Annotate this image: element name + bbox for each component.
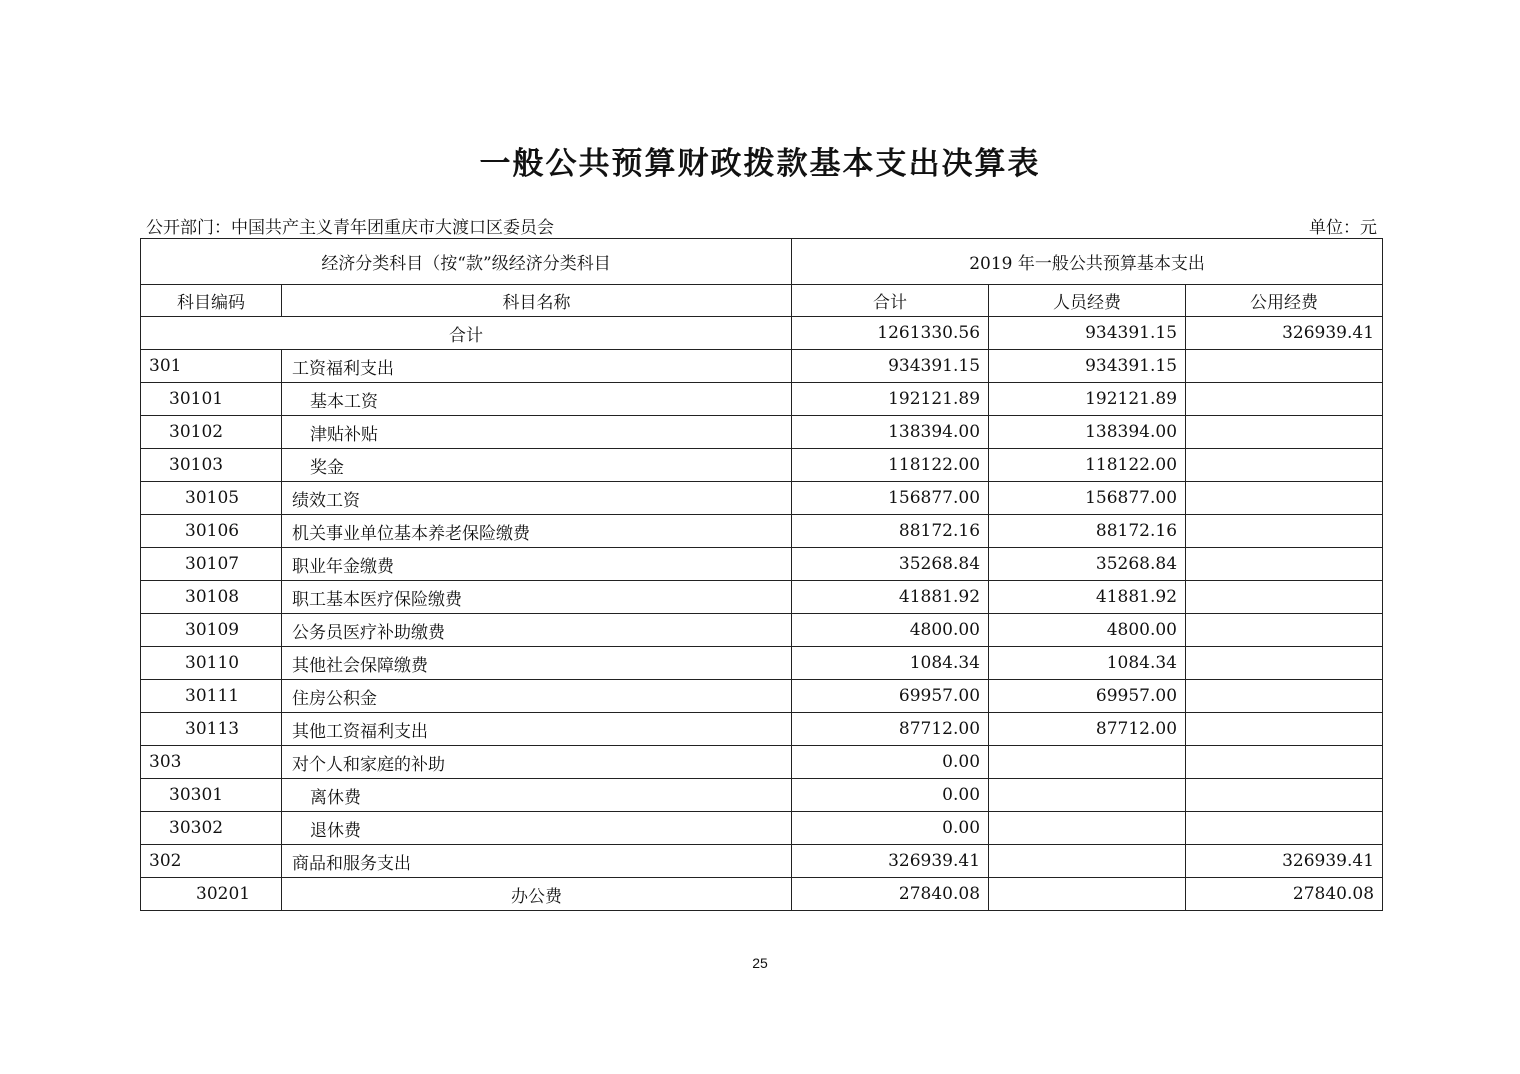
row-personnel: 192121.89 (989, 383, 1186, 416)
row-total: 1084.34 (792, 647, 989, 680)
row-public (1186, 713, 1383, 746)
row-total: 0.00 (792, 779, 989, 812)
header-code: 科目编码 (141, 285, 282, 317)
row-public (1186, 515, 1383, 548)
row-personnel: 138394.00 (989, 416, 1186, 449)
row-personnel: 35268.84 (989, 548, 1186, 581)
row-total: 0.00 (792, 812, 989, 845)
row-total: 4800.00 (792, 614, 989, 647)
row-name: 职业年金缴费 (282, 548, 792, 581)
row-code: 30109 (141, 614, 282, 647)
table-row (141, 878, 1383, 911)
row-name: 绩效工资 (282, 482, 792, 515)
header-2019-basic-expenditure: 2019 年一般公共预算基本支出 (792, 239, 1383, 285)
row-code: 30105 (141, 482, 282, 515)
row-name: 其他工资福利支出 (282, 713, 792, 746)
row-public (1186, 680, 1383, 713)
row-name: 住房公积金 (282, 680, 792, 713)
row-total: 88172.16 (792, 515, 989, 548)
row-code: 30101 (141, 383, 282, 416)
row-name: 津贴补贴 (282, 416, 792, 449)
row-total: 35268.84 (792, 548, 989, 581)
row-code: 30113 (141, 713, 282, 746)
row-total: 138394.00 (792, 416, 989, 449)
table-row (141, 812, 1383, 845)
row-total: 0.00 (792, 746, 989, 779)
row-name: 奖金 (282, 449, 792, 482)
row-total: 156877.00 (792, 482, 989, 515)
header-personnel: 人员经费 (989, 285, 1186, 317)
row-code: 30106 (141, 515, 282, 548)
row-code: 30103 (141, 449, 282, 482)
row-name: 基本工资 (282, 383, 792, 416)
header-economic-classification: 经济分类科目（按“款”级经济分类科目 (141, 239, 792, 285)
row-personnel: 934391.15 (989, 350, 1186, 383)
row-total: 27840.08 (792, 878, 989, 911)
row-name: 退休费 (282, 812, 792, 845)
unit-label: 单位：元 (1309, 218, 1377, 238)
total-total: 1261330.56 (792, 317, 989, 350)
row-public (1186, 746, 1383, 779)
row-name: 办公费 (282, 878, 792, 911)
row-total: 69957.00 (792, 680, 989, 713)
table-row (141, 614, 1383, 647)
header-public: 公用经费 (1186, 285, 1383, 317)
header-group-row (141, 239, 1383, 285)
header-column-row (141, 285, 1383, 317)
table-row (141, 482, 1383, 515)
row-public (1186, 383, 1383, 416)
row-name: 其他社会保障缴费 (282, 647, 792, 680)
table-row (141, 416, 1383, 449)
row-personnel (989, 746, 1186, 779)
row-public (1186, 647, 1383, 680)
total-public: 326939.41 (1186, 317, 1383, 350)
row-public (1186, 449, 1383, 482)
table-row (141, 713, 1383, 746)
row-public (1186, 548, 1383, 581)
row-total: 41881.92 (792, 581, 989, 614)
row-name: 公务员医疗补助缴费 (282, 614, 792, 647)
row-personnel: 156877.00 (989, 482, 1186, 515)
row-code: 301 (141, 350, 282, 383)
row-code: 30302 (141, 812, 282, 845)
total-row (141, 317, 1383, 350)
row-name: 商品和服务支出 (282, 845, 792, 878)
row-code: 30301 (141, 779, 282, 812)
table-row (141, 449, 1383, 482)
row-name: 对个人和家庭的补助 (282, 746, 792, 779)
row-name: 工资福利支出 (282, 350, 792, 383)
row-name: 机关事业单位基本养老保险缴费 (282, 515, 792, 548)
row-personnel: 87712.00 (989, 713, 1186, 746)
total-label: 合计 (141, 317, 792, 350)
row-personnel: 118122.00 (989, 449, 1186, 482)
row-personnel: 41881.92 (989, 581, 1186, 614)
page-title: 一般公共预算财政拨款基本支出决算表 (479, 146, 1041, 182)
table-row (141, 383, 1383, 416)
table-row (141, 647, 1383, 680)
row-personnel: 1084.34 (989, 647, 1186, 680)
row-code: 30102 (141, 416, 282, 449)
row-total: 118122.00 (792, 449, 989, 482)
table-row (141, 581, 1383, 614)
total-personnel: 934391.15 (989, 317, 1186, 350)
row-personnel (989, 779, 1186, 812)
department-label: 公开部门：中国共产主义青年团重庆市大渡口区委员会 (146, 218, 554, 238)
row-personnel: 4800.00 (989, 614, 1186, 647)
row-code: 30107 (141, 548, 282, 581)
table-row (141, 680, 1383, 713)
page-number: 25 (752, 955, 768, 971)
row-name: 离休费 (282, 779, 792, 812)
header-name: 科目名称 (282, 285, 792, 317)
table-row (141, 746, 1383, 779)
row-public (1186, 416, 1383, 449)
row-code: 30108 (141, 581, 282, 614)
table-row (141, 845, 1383, 878)
row-code: 303 (141, 746, 282, 779)
row-public: 326939.41 (1186, 845, 1383, 878)
row-public (1186, 614, 1383, 647)
table-row (141, 515, 1383, 548)
row-public (1186, 482, 1383, 515)
row-public (1186, 812, 1383, 845)
row-public (1186, 779, 1383, 812)
row-code: 30201 (141, 878, 282, 911)
row-total: 87712.00 (792, 713, 989, 746)
row-code: 30111 (141, 680, 282, 713)
row-total: 326939.41 (792, 845, 989, 878)
row-public (1186, 350, 1383, 383)
row-public: 27840.08 (1186, 878, 1383, 911)
row-personnel (989, 878, 1186, 911)
row-personnel (989, 845, 1186, 878)
row-total: 192121.89 (792, 383, 989, 416)
table-row (141, 350, 1383, 383)
header-total: 合计 (792, 285, 989, 317)
row-personnel: 88172.16 (989, 515, 1186, 548)
row-name: 职工基本医疗保险缴费 (282, 581, 792, 614)
row-total: 934391.15 (792, 350, 989, 383)
table-row (141, 548, 1383, 581)
row-code: 302 (141, 845, 282, 878)
table-row (141, 779, 1383, 812)
row-personnel: 69957.00 (989, 680, 1186, 713)
row-code: 30110 (141, 647, 282, 680)
budget-table (140, 238, 1383, 911)
row-public (1186, 581, 1383, 614)
row-personnel (989, 812, 1186, 845)
